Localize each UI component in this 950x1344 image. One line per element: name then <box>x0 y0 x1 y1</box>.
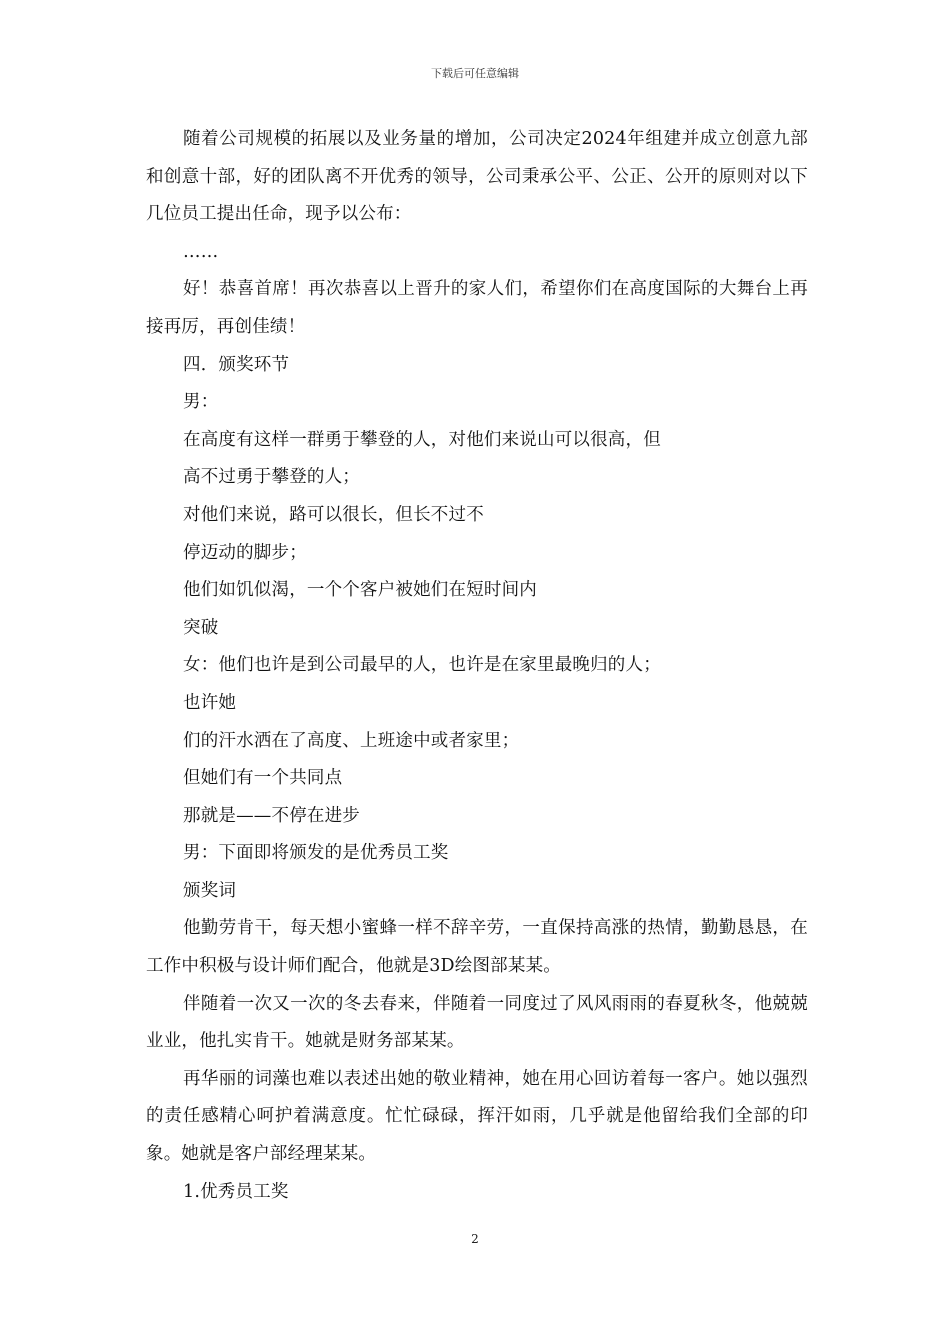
script-line: 对他们来说，路可以很长，但长不过不 <box>183 504 484 525</box>
speaker-line: 男： <box>183 392 219 413</box>
paragraph-ellipsis: …… <box>183 241 219 262</box>
script-line: 高不过勇于攀登的人； <box>183 467 360 488</box>
award-speech: 他勤劳肯干，每天想小蜜蜂一样不辞辛劳，一直保持高涨的热情，勤勤恳恳，在工作中积极与设计师们配合，他就是3D绘图部某某。 <box>146 918 808 977</box>
paragraph-intro: 随着公司规模的拓展以及业务量的增加，公司决定2024年组建并成立创意九部和创意十部，好的团队离不开优秀的领导，公司秉承公平、公正、公开的原则对以下几位员工提出任命，现予以公布： <box>146 129 808 225</box>
page-header: 下载后可任意编辑 <box>431 67 519 80</box>
script-line: 们的汗水洒在了高度、上班途中或者家里； <box>183 730 520 751</box>
section-heading: 四．颁奖环节 <box>183 354 290 375</box>
script-line: 那就是——不停在进步 <box>183 805 360 826</box>
award-speech: 再华丽的词藻也难以表述出她的敬业精神，她在用心回访着每一客户。她以强烈的责任感精心呵护着满意度。忙忙碌碌，挥汗如雨，几乎就是他留给我们全部的印象。她就是客户部经理某某。 <box>146 1068 808 1165</box>
script-line: 男：下面即将颁发的是优秀员工奖 <box>183 843 449 864</box>
document-body <box>146 121 808 1211</box>
script-line: 突破 <box>183 617 219 638</box>
script-line: 也许她 <box>183 692 237 713</box>
script-line: 停迈动的脚步； <box>183 542 307 563</box>
script-line: 他们如饥似渴，一个个客户被她们在短时间内 <box>183 580 537 601</box>
paragraph-congrats: 好！恭喜首席！再次恭喜以上晋升的家人们，希望你们在高度国际的大舞台上再接再厉，再创佳绩！ <box>146 279 808 337</box>
award-title: 1.优秀员工奖 <box>183 1181 289 1202</box>
script-line: 颁奖词 <box>183 880 237 901</box>
script-line: 女：他们也许是到公司最早的人，也许是在家里最晚归的人； <box>183 655 661 676</box>
page-number: 2 <box>471 1232 479 1246</box>
award-speech: 伴随着一次又一次的冬去春来，伴随着一同度过了风风雨雨的春夏秋冬，他兢兢业业，他扎实肯干。她就是财务部某某。 <box>146 993 808 1052</box>
script-line: 但她们有一个共同点 <box>183 768 343 789</box>
script-line: 在高度有这样一群勇于攀登的人，对他们来说山可以很高，但 <box>183 429 661 450</box>
